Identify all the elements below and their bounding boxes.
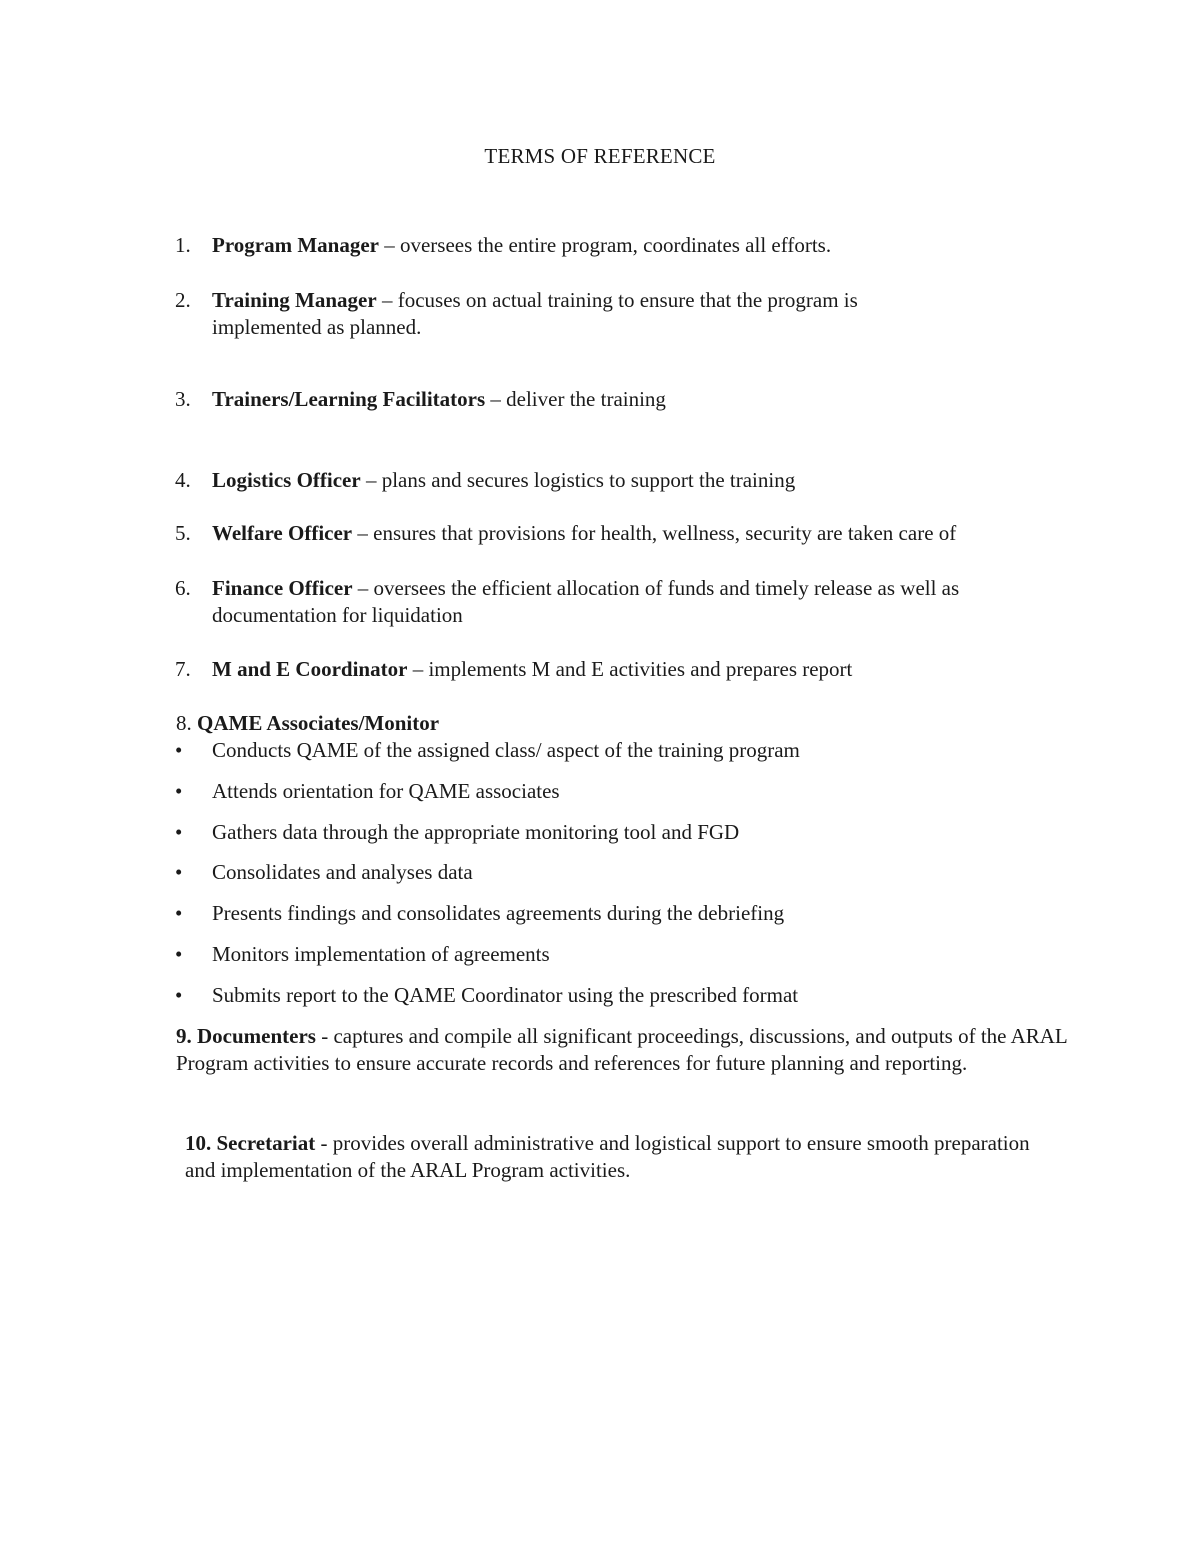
separator: –: [376, 288, 398, 312]
role-description: ensures that provisions for health, wellness, security are taken care of: [373, 521, 957, 545]
list-item-heading: [176, 710, 439, 737]
bullet-text: Conducts QAME of the assigned class/ aspect of the training program: [212, 738, 800, 762]
item-number: 7.: [175, 657, 191, 681]
role-name: Finance Officer: [212, 576, 353, 600]
role-description: oversees the efficient allocation of funds and timely release as well as documentation for liquidation: [212, 576, 960, 627]
separator: –: [378, 233, 400, 257]
item-number: 2.: [175, 288, 191, 312]
bullet-icon: •: [175, 942, 183, 966]
bullet-text: Presents findings and consolidates agreements during the debriefing: [212, 901, 785, 925]
bullet-item: [175, 941, 1072, 968]
item-number: 3.: [175, 387, 191, 411]
list-item: [175, 520, 1112, 547]
role-description: deliver the training: [506, 387, 666, 411]
role-name: Welfare Officer: [212, 521, 353, 545]
separator: –: [352, 521, 374, 545]
bullet-icon: •: [175, 738, 183, 762]
bullet-text: Monitors implementation of agreements: [212, 942, 550, 966]
role-name: Program Manager: [212, 233, 379, 257]
role-description: - captures and compile all significant proceedings, discussions, and outputs of the ARAL Program activities to ensure accurate records and references for future planning and reporting.: [176, 1024, 1067, 1075]
item-number: 8.: [176, 711, 192, 735]
bullet-text: Submits report to the QAME Coordinator using the prescribed format: [212, 983, 799, 1007]
bullet-item: [175, 819, 1072, 846]
bullet-item: [175, 982, 1072, 1009]
list-item: [175, 467, 1072, 494]
bullet-text: Gathers data through the appropriate monitoring tool and FGD: [212, 820, 740, 844]
item-number: 1.: [175, 233, 191, 257]
paragraph-secretariat: [185, 1130, 1045, 1184]
item-number: 5.: [175, 521, 191, 545]
bullet-item: [175, 737, 1072, 764]
bullet-text: Consolidates and analyses data: [212, 860, 473, 884]
separator: –: [485, 387, 507, 411]
separator: –: [352, 576, 374, 600]
role-description: focuses on actual training to ensure that the program is implemented as planned.: [212, 288, 858, 339]
list-item: [175, 287, 952, 341]
separator: –: [360, 468, 382, 492]
bullet-icon: •: [175, 901, 183, 925]
role-name: Logistics Officer: [212, 468, 361, 492]
list-item: [175, 575, 1062, 629]
item-number: 6.: [175, 576, 191, 600]
bullet-icon: •: [175, 860, 183, 884]
role-name: Trainers/Learning Facilitators: [212, 387, 486, 411]
paragraph-documenters: [176, 1023, 1071, 1077]
role-name: QAME Associates/Monitor: [197, 711, 440, 735]
role-name: 10. Secretariat: [185, 1131, 316, 1155]
role-name: 9. Documenters: [176, 1024, 316, 1048]
bullet-icon: •: [175, 820, 183, 844]
list-item: [175, 232, 1072, 259]
role-description: plans and secures logistics to support the training: [381, 468, 796, 492]
bullet-item: [175, 859, 1072, 886]
bullet-text: Attends orientation for QAME associates: [212, 779, 560, 803]
role-description: implements M and E activities and prepares report: [428, 657, 853, 681]
bullet-icon: •: [175, 779, 183, 803]
bullet-item: [175, 778, 1072, 805]
list-item: [175, 386, 1072, 413]
role-name: M and E Coordinator: [212, 657, 408, 681]
separator: –: [407, 657, 429, 681]
bullet-icon: •: [175, 983, 183, 1007]
role-name: Training Manager: [212, 288, 377, 312]
role-description: oversees the entire program, coordinates all efforts.: [399, 233, 832, 257]
role-description: - provides overall administrative and logistical support to ensure smooth preparation and implementation of the ARAL Program activities.: [185, 1131, 1030, 1182]
document-title: TERMS OF REFERENCE: [484, 144, 716, 168]
bullet-item: [175, 900, 1072, 927]
list-item: [175, 656, 1072, 683]
item-number: 4.: [175, 468, 191, 492]
